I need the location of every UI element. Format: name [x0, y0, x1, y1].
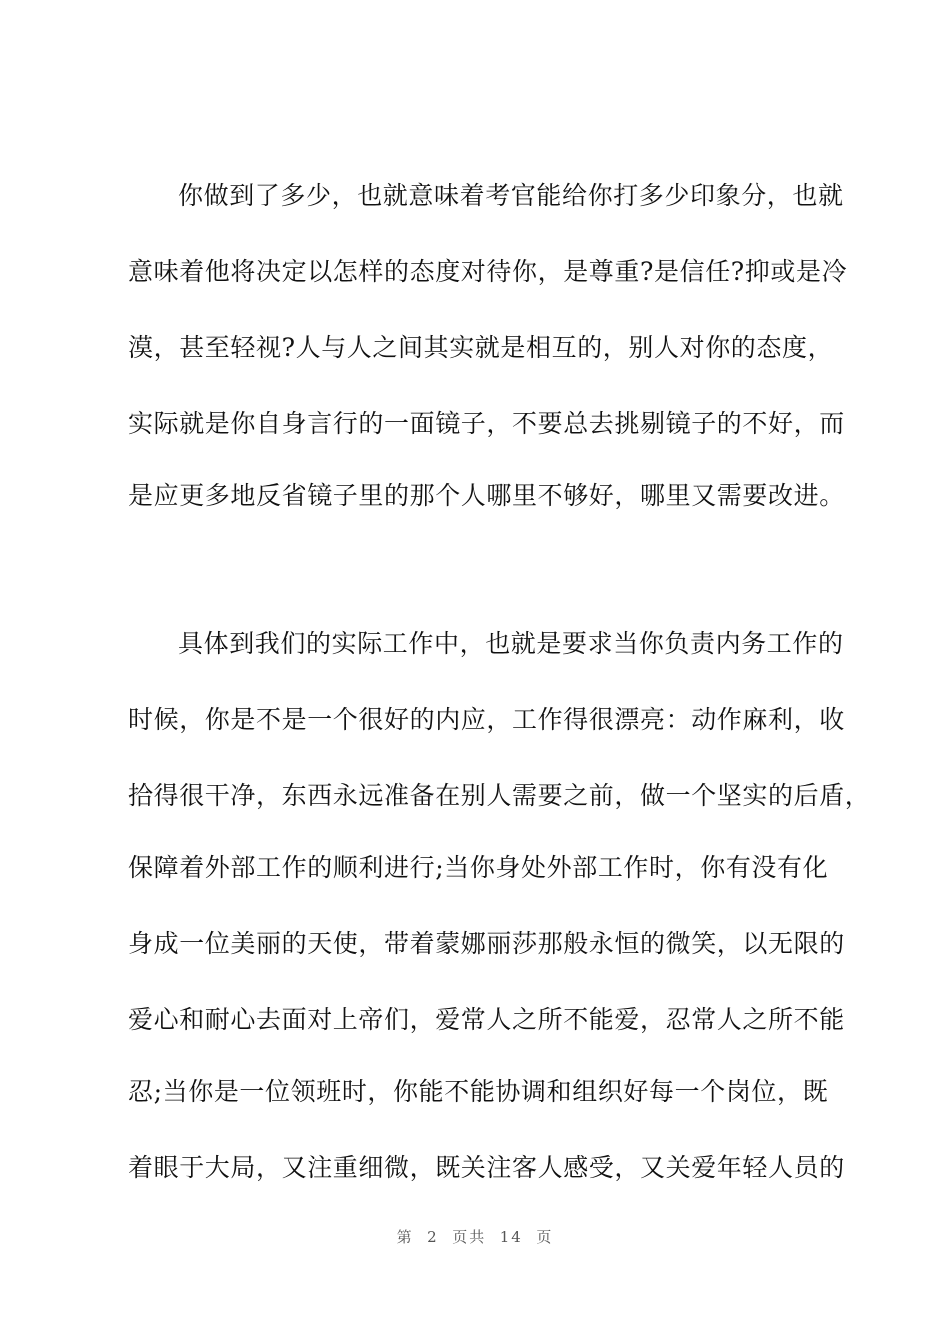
paragraph-2-line-1: 具体到我们的实际工作中，也就是要求当你负责内务工作的 [178, 629, 844, 658]
paragraph-1-line-1: 你做到了多少，也就意味着考官能给你打多少印象分，也就 [178, 181, 844, 210]
paragraph-2-line-2: 时候，你是不是一个很好的内应，工作得很漂亮：动作麻利，收 [128, 705, 845, 734]
paragraph-2-line-3: 拾得很干净，东西永远准备在别人需要之前，做一个坚实的后盾， [128, 781, 871, 810]
paragraph-2-line-5: 身成一位美丽的天使，带着蒙娜丽莎那般永恒的微笑，以无限的 [128, 929, 845, 958]
page-footer: 第 2 页共 14 页 [396, 1228, 554, 1246]
paragraph-2-line-4: 保障着外部工作的顺利进行;当你身处外部工作时，你有没有化 [128, 853, 829, 882]
paragraph-2-line-6: 爱心和耐心去面对上帝们，爱常人之所不能爱，忍常人之所不能 [128, 1005, 845, 1034]
paragraph-2-line-8: 着眼于大局，又注重细微，既关注客人感受，又关爱年轻人员的 [128, 1153, 845, 1182]
paragraph-2-line-7: 忍;当你是一位领班时，你能不能协调和组织好每一个岗位，既 [128, 1077, 829, 1106]
paragraph-1-line-4: 实际就是你自身言行的一面镜子，不要总去挑剔镜子的不好，而 [128, 409, 845, 438]
paragraph-1-line-3: 漠，甚至轻视?人与人之间其实就是相互的，别人对你的态度， [128, 333, 834, 362]
paragraph-1-line-2: 意味着他将决定以怎样的态度对待你，是尊重?是信任?抑或是冷 [128, 257, 848, 286]
paragraph-1-line-5: 是应更多地反省镜子里的那个人哪里不够好，哪里又需要改进。 [128, 481, 845, 510]
